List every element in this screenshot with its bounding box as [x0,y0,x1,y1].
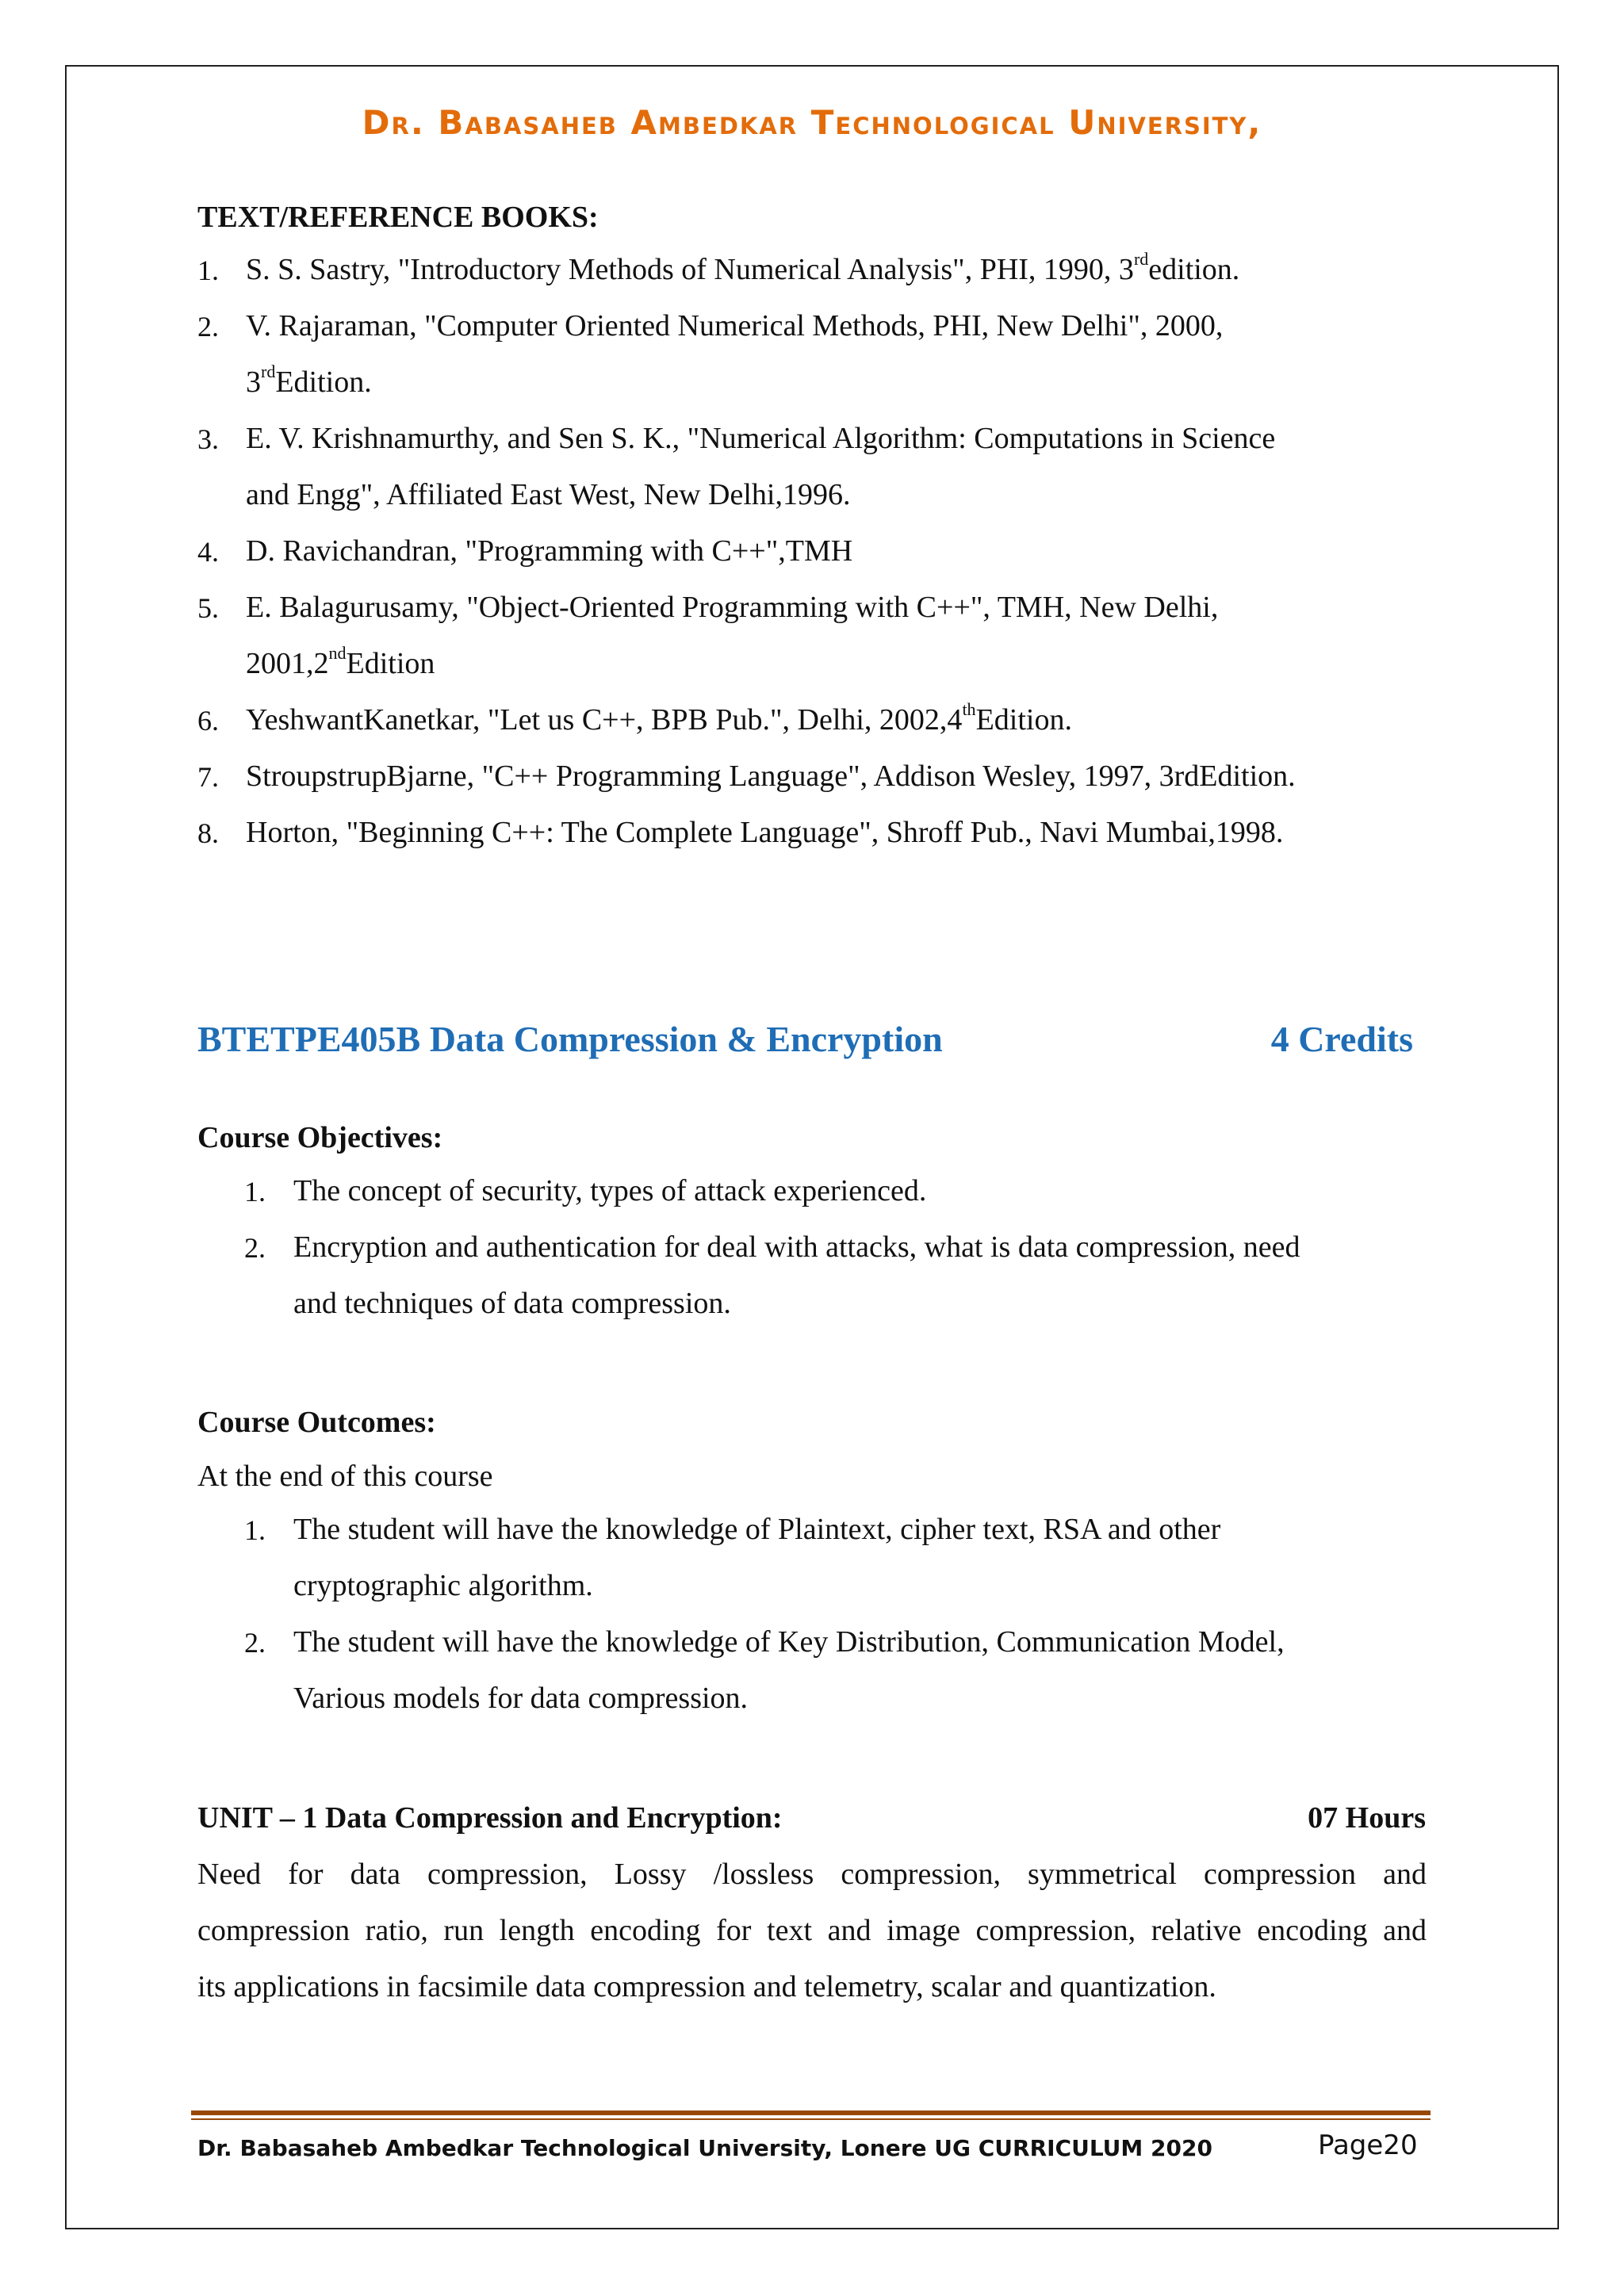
outcomes-heading: Course Outcomes: [197,1406,436,1439]
outcome-number: 1. [244,1514,266,1546]
reference-item: D. Ravichandran, "Programming with C++",TMH [246,534,853,568]
outcome-item-continuation: cryptographic algorithm. [293,1569,593,1602]
unit-hours: 07 Hours [1308,1801,1426,1835]
page-number: Page20 [1318,2130,1418,2161]
outcome-item-continuation: Various models for data compression. [293,1682,749,1715]
reference-number: 5. [197,592,219,624]
objectives-heading: Course Objectives: [197,1121,443,1154]
reference-item: YeshwantKanetkar, "Let us C++, BPB Pub.", Delhi, 2002,4thEdition. [246,699,1072,737]
references-heading: TEXT/REFERENCE BOOKS: [197,201,599,234]
reference-number: 4. [197,536,219,568]
objective-number: 2. [244,1232,266,1264]
outcomes-intro: At the end of this course [197,1460,493,1493]
course-credits: 4 Credits [1270,1019,1413,1059]
unit-title: UNIT – 1 Data Compression and Encryption: [197,1801,783,1835]
course-title: BTETPE405B Data Compression & Encryption [197,1019,943,1059]
reference-number: 8. [197,817,219,849]
reference-item: V. Rajaraman, "Computer Oriented Numerical Methods, PHI, New Delhi", 2000, [246,309,1224,342]
objective-item: The concept of security, types of attack experienced. [293,1174,927,1207]
unit-description-line: its applications in facsimile data compression and telemetry, scalar and quantization. [197,1970,1216,2003]
outcome-number: 2. [244,1627,266,1659]
footer-rule [191,2110,1431,2115]
reference-item-continuation: 3rdEdition. [246,362,372,399]
reference-item: Horton, "Beginning C++: The Complete Language", Shroff Pub., Navi Mumbai,1998. [246,816,1284,849]
objective-item: Encryption and authentication for deal with attacks, what is data compression, need [293,1230,1300,1264]
footer-rule-thin [191,2118,1431,2120]
objective-item-continuation: and techniques of data compression. [293,1287,731,1320]
reference-number: 2. [197,311,219,342]
reference-item: E. V. Krishnamurthy, and Sen S. K., "Numerical Algorithm: Computations in Science [246,422,1276,455]
reference-number: 6. [197,705,219,737]
outcome-item: The student will have the knowledge of Plaintext, cipher text, RSA and other [293,1513,1221,1546]
unit-description-line: compression ratio, run length encoding for text and image compression, relative encoding and [197,1914,1427,1947]
reference-number: 3. [197,423,219,455]
footer-text: Dr. Babasaheb Ambedkar Technological University, Lonere UG CURRICULUM 2020 [197,2135,1212,2161]
university-header: Dr. Babasaheb Ambedkar Technological University, [362,103,1262,142]
reference-number: 1. [197,254,219,286]
reference-item: S. S. Sastry, "Introductory Methods of Numerical Analysis", PHI, 1990, 3rdedition. [246,249,1240,286]
reference-item: StroupstrupBjarne, "C++ Programming Language", Addison Wesley, 1997, 3rdEdition. [246,760,1296,793]
reference-item-continuation: 2001,2ndEdition [246,643,435,680]
outcome-item: The student will have the knowledge of Key Distribution, Communication Model, [293,1625,1285,1659]
reference-item: E. Balagurusamy, "Object-Oriented Programming with C++", TMH, New Delhi, [246,591,1219,624]
unit-description-line: Need for data compression, Lossy /lossless compression, symmetrical compression and [197,1858,1427,1891]
reference-number: 7. [197,761,219,793]
reference-item-continuation: and Engg", Affiliated East West, New Delhi,1996. [246,478,851,511]
objective-number: 1. [244,1176,266,1207]
